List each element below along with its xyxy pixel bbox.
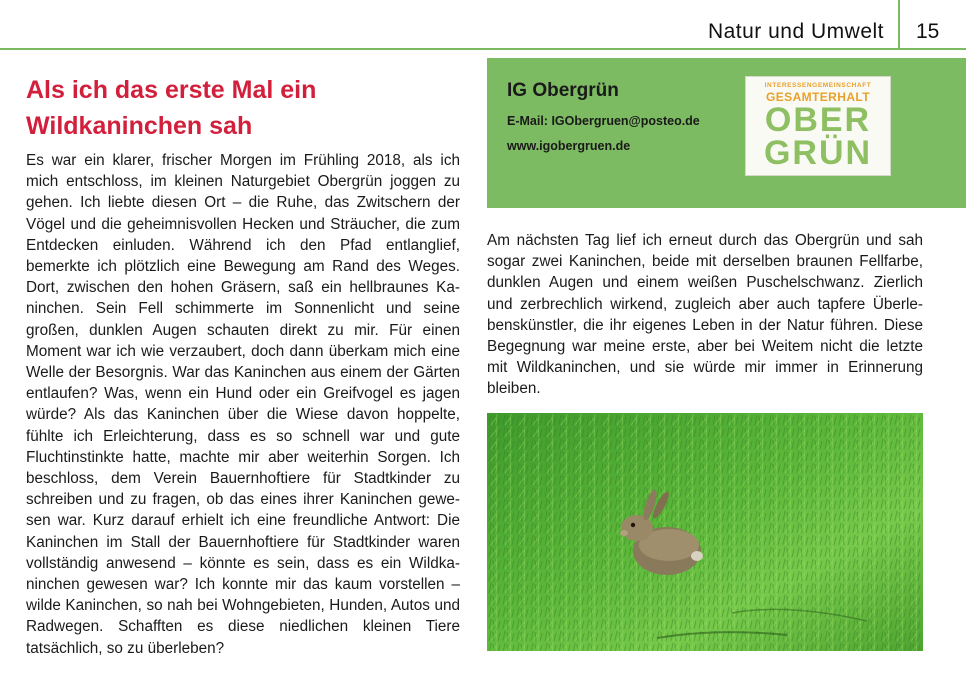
header-rule bbox=[0, 48, 966, 50]
article-body-right: Am nächsten Tag lief ich erneut durch das Obergrün und sah sogar zwei Kaninchen, beide mit derselben braunen Fellfarbe, dunklen Augen und einem weißen Puschelschwanz. Zierlich und zerbrechlich wirkend, zugleich aber auch tapfere Überlebenskünstler, die ihr eigenes Leben in der Natur führen. Diese Begegnung war meine erste, aber bei Weitem nicht die letzte mit Wildkaninchen, und sie würde mir immer in Erinnerung bleiben. bbox=[487, 232, 923, 398]
article-title-line1: Als ich das erste Mal ein bbox=[26, 76, 317, 104]
rabbit-in-grass-image bbox=[487, 413, 923, 651]
logo-line3: OBER bbox=[764, 101, 872, 139]
logo-line2: GESAMTERHALT bbox=[766, 90, 870, 104]
page-number: 15 bbox=[916, 20, 940, 43]
org-website: www.igobergruen.de bbox=[507, 139, 631, 153]
logo-line1: INTERESSENGEMEINSCHAFT bbox=[764, 82, 872, 89]
org-email: E-Mail: IGObergruen@posteo.de bbox=[507, 114, 700, 128]
article-body-left: Es war ein klarer, frischer Morgen im Frühling 2018, als ich mich entschloss, im kleinen Naturgebiet Obergrün joggen zu gehen. Ich liebte diesen Ort – die Ruhe, das Zwitschern der Vögel und die geheimnisvollen Hecken und Sträucher, die zum Entdecken einluden. Während ich den Pfad entlanglief, bemerkte ich plötzlich eine Bewegung am Rand des Weges. Dort, zwischen den hohen Gräsern, saß ein hellbraunes Kaninchen. Sein Fell schimmerte im Sonnenlicht und seine großen, dunklen Augen schauten direkt zu mir. Für einen Moment war ich wie verzaubert, doch dann überkam mich eine Welle der Besorgnis. War das Kaninchen aus einem der Gärten entlaufen? Was, wenn ein Hund oder ein Greifvogel es jagen würde? Als das Kaninchen über die Wiese davon hoppelte, fühlte ich Erleichterung, dass es so schnell war und gute Fluchtinstinkte hatte, machte mir aber weiterhin Sorgen. Ich beschloss, dem Verein Bauernhoftiere für Stadtkinder zu schreiben und zu fragen, ob das eines ihrer Kaninchen gewesen war. Kurz darauf erhielt ich eine freundliche Antwort: Die Kaninchen im Stall der Bauernhoftiere für Stadtkinder waren vollständig anwesend – könnte es sein, dass es ein Wildkaninchen gewesen war? Ich konnte mir das kaum vorstellen – wilde Kaninchen, so nah bei Wohngebieten, Hunden, Autos und Radwegen. Schafften es diese niedlichen kleinen Tiere tatsächlich, so zu überleben? bbox=[26, 152, 460, 657]
logo-line4: GRÜN bbox=[763, 134, 873, 172]
article-title-line2: Wildkaninchen sah bbox=[26, 112, 253, 140]
header-divider bbox=[898, 0, 900, 50]
section-title: Natur und Umwelt bbox=[707, 20, 884, 43]
info-box bbox=[487, 58, 966, 208]
article-title bbox=[26, 72, 466, 144]
org-name: IG Obergrün bbox=[507, 80, 619, 101]
rabbit-photo bbox=[487, 413, 923, 651]
org-logo bbox=[745, 76, 891, 176]
